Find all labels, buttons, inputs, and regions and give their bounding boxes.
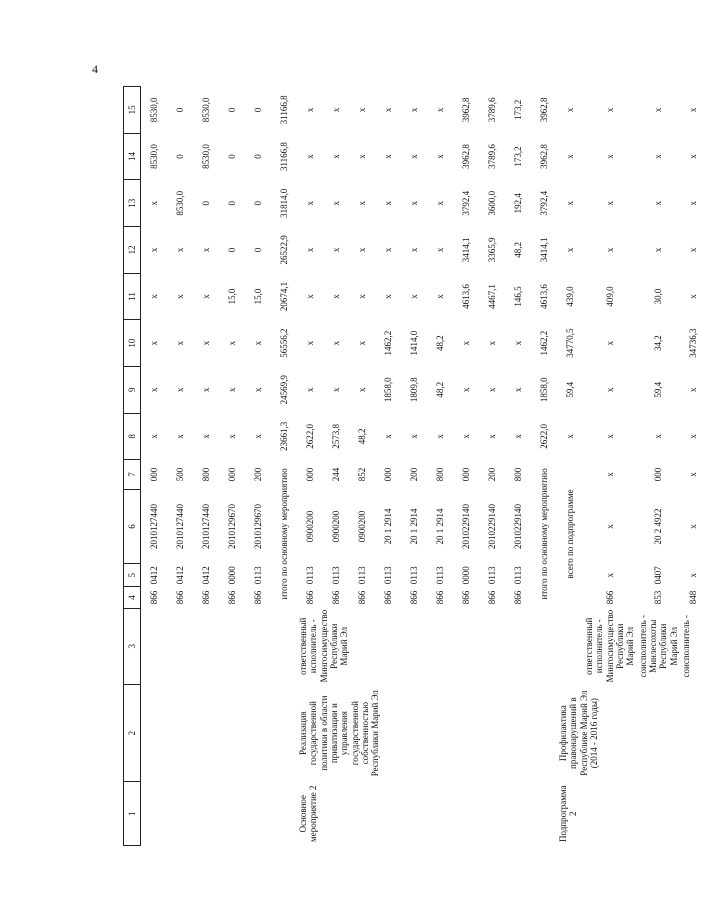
- amount-cell: 0: [252, 107, 263, 113]
- admin-code: 866: [382, 590, 393, 605]
- section-code: 0113: [252, 566, 263, 585]
- amount-cell: 15,0: [252, 288, 263, 305]
- admin-code: 866: [226, 590, 237, 605]
- amount-cell: 0: [174, 107, 185, 113]
- amount-cell: x: [174, 247, 185, 253]
- expense-type-code: 800: [512, 467, 523, 482]
- amount-cell: x: [304, 387, 315, 392]
- total-amount: 1858,0: [538, 377, 549, 403]
- amount-cell: x: [687, 200, 698, 206]
- empty-cell: [167, 684, 193, 782]
- amount-cell: x: [653, 434, 664, 439]
- total-amount: 3792,4: [538, 190, 549, 216]
- empty-cell: [141, 684, 168, 782]
- column-number: 12: [124, 227, 141, 274]
- total-label: всего по подпрограмме: [564, 489, 575, 579]
- amount-cell: x: [408, 434, 419, 439]
- admin-code: 848: [687, 590, 698, 605]
- amount-cell: x: [604, 387, 615, 392]
- amount-cell: x: [304, 154, 315, 159]
- target-code: 2010229140: [486, 503, 497, 549]
- amount-cell: x: [382, 154, 393, 159]
- amount-cell: 1809,8: [408, 377, 419, 403]
- empty-cell: [271, 608, 297, 684]
- empty-cell: [167, 608, 193, 684]
- target-code: 0900200: [330, 510, 341, 543]
- measure-title: Реализация государственной политики в области приватизации и управления государственной собственностью Республики Марий Эл: [298, 690, 381, 777]
- section-code: 0412: [148, 566, 159, 585]
- amount-cell: 8530,0: [148, 97, 159, 123]
- amount-cell: x: [604, 200, 615, 206]
- total-amount: 31166,8: [278, 95, 289, 125]
- amount-cell: x: [434, 247, 445, 253]
- admin-code: 853: [653, 590, 664, 605]
- subprogram-title: Профилактика правонарушений в Республике Марий Эл (2014 - 2016 годы): [558, 690, 600, 776]
- amount-cell: x: [330, 107, 341, 113]
- amount-cell: x: [200, 340, 211, 346]
- amount-cell: x: [512, 340, 523, 346]
- expense-type-code: 852: [356, 467, 367, 482]
- expense-type-code: 200: [486, 467, 497, 482]
- expense-type-code: 000: [304, 467, 315, 482]
- amount-cell: x: [408, 247, 419, 253]
- amount-cell: 173,2: [512, 146, 523, 167]
- amount-cell: 8530,0: [200, 144, 211, 169]
- column-number: 1: [124, 782, 141, 846]
- empty-cell: [141, 608, 168, 684]
- amount-cell: x: [434, 200, 445, 206]
- amount-cell: 3962,8: [460, 97, 471, 123]
- column-number: 3: [124, 608, 141, 684]
- amount-cell: 1462,2: [382, 330, 393, 356]
- target-code: x: [604, 524, 615, 529]
- amount-cell: x: [486, 387, 497, 392]
- expense-type-code: 800: [200, 467, 211, 482]
- amount-cell: x: [460, 340, 471, 346]
- amount-cell: 8530,0: [148, 144, 159, 169]
- empty-cell: [219, 782, 245, 846]
- empty-cell: [193, 608, 219, 684]
- total-amount: 4613,6: [538, 284, 549, 309]
- amount-cell: x: [148, 200, 159, 206]
- amount-cell: x: [330, 294, 341, 299]
- total-amount: 34770,5: [564, 328, 575, 358]
- amount-cell: x: [200, 387, 211, 392]
- amount-cell: 3600,0: [486, 190, 497, 216]
- amount-cell: x: [382, 200, 393, 206]
- empty-cell: [141, 782, 168, 846]
- total-amount: 3962,8: [538, 144, 549, 169]
- executor-role: соисполнитель - Минлесохоты Республики Марий Эл: [637, 615, 679, 678]
- amount-cell: x: [604, 154, 615, 159]
- amount-cell: x: [512, 434, 523, 439]
- admin-code: 866: [252, 590, 263, 605]
- admin-code: 866: [174, 590, 185, 605]
- amount-cell: x: [604, 340, 615, 346]
- target-code: 2010127440: [174, 503, 185, 549]
- amount-cell: x: [252, 434, 263, 439]
- amount-cell: x: [486, 434, 497, 439]
- empty-cell: [271, 684, 297, 782]
- table-row: [297, 87, 323, 846]
- amount-cell: 3414,1: [460, 237, 471, 263]
- expense-type-code: x: [687, 472, 698, 477]
- section-code: 0113: [434, 566, 445, 585]
- amount-cell: x: [148, 387, 159, 392]
- amount-cell: x: [174, 294, 185, 299]
- admin-code: 866: [512, 590, 523, 605]
- amount-cell: x: [148, 294, 159, 299]
- amount-cell: x: [687, 294, 698, 299]
- empty-cell: [557, 608, 583, 684]
- amount-cell: x: [226, 340, 237, 346]
- expense-type-code: 000: [382, 467, 393, 482]
- amount-cell: x: [252, 340, 263, 346]
- measure-label: Основное мероприятие 2: [298, 785, 319, 842]
- amount-cell: 15,0: [226, 288, 237, 305]
- amount-cell: x: [408, 200, 419, 206]
- total-amount: 59,4: [564, 381, 575, 398]
- column-number: 7: [124, 460, 141, 490]
- amount-cell: x: [356, 340, 367, 346]
- section-code: 0407: [653, 566, 664, 585]
- section-code: 0000: [460, 566, 471, 585]
- section-code: 0113: [356, 566, 367, 585]
- amount-cell: 59,4: [653, 381, 664, 398]
- total-amount: 439,0: [564, 286, 575, 307]
- amount-cell: x: [460, 387, 471, 392]
- column-number: 6: [124, 489, 141, 563]
- amount-cell: 34736,3: [687, 328, 698, 358]
- amount-cell: 146,5: [512, 286, 523, 307]
- amount-cell: x: [304, 247, 315, 253]
- page-number: 4: [92, 62, 98, 76]
- expense-type-code: 800: [434, 467, 445, 482]
- total-amount: 24569,9: [278, 375, 289, 405]
- total-amount: 2622,0: [538, 424, 549, 449]
- expense-type-code: 244: [330, 467, 341, 482]
- column-number: 14: [124, 133, 141, 180]
- amount-cell: x: [356, 387, 367, 392]
- amount-cell: x: [356, 154, 367, 159]
- amount-cell: x: [434, 294, 445, 299]
- target-code: x: [687, 524, 698, 529]
- amount-cell: x: [174, 434, 185, 439]
- amount-cell: 4467,1: [486, 284, 497, 309]
- table-row: [193, 87, 219, 846]
- admin-code: 866: [356, 590, 367, 605]
- total-amount: x: [564, 154, 575, 159]
- table-row: [219, 87, 245, 846]
- total-label: итого по основному мероприятию: [278, 468, 289, 600]
- amount-cell: 0: [200, 200, 211, 206]
- empty-cell: [245, 782, 271, 846]
- amount-cell: x: [330, 387, 341, 392]
- target-code: 2010129670: [226, 503, 237, 549]
- column-number: 15: [124, 87, 141, 134]
- section-code: x: [604, 572, 615, 578]
- total-amount: 23661,3: [278, 421, 289, 452]
- amount-cell: 0: [252, 154, 263, 159]
- section-code: 0412: [174, 566, 185, 585]
- amount-cell: x: [687, 387, 698, 392]
- column-number: 10: [124, 320, 141, 367]
- amount-cell: 48,2: [356, 428, 367, 445]
- budget-table: [123, 86, 706, 846]
- amount-cell: 3365,9: [486, 237, 497, 263]
- table-row: [167, 87, 193, 846]
- empty-cell: [271, 782, 297, 846]
- expense-type-code: 000: [226, 467, 237, 482]
- amount-cell: 3789,6: [486, 144, 497, 169]
- empty-cell: [167, 782, 193, 846]
- target-code: 2010129670: [252, 503, 263, 549]
- amount-cell: 192,4: [512, 193, 523, 214]
- amount-cell: x: [408, 154, 419, 159]
- amount-cell: x: [252, 387, 263, 392]
- subprogram-total-row: [557, 87, 583, 846]
- budget-table-sheet: [123, 86, 698, 846]
- total-amount: 31814,0: [278, 188, 289, 218]
- amount-cell: x: [330, 247, 341, 253]
- empty-cell: [245, 684, 271, 782]
- amount-cell: 0: [252, 247, 263, 253]
- column-number: 2: [124, 684, 141, 782]
- total-amount: x: [564, 434, 575, 439]
- amount-cell: 8530,0: [174, 190, 185, 216]
- section-code: 0113: [486, 566, 497, 585]
- admin-code: 866: [486, 590, 497, 605]
- column-number: 13: [124, 180, 141, 227]
- expense-type-code: 200: [252, 467, 263, 482]
- target-code: 2010229140: [460, 503, 471, 549]
- amount-cell: x: [330, 340, 341, 346]
- target-code: 20 1 2914: [408, 508, 419, 545]
- amount-cell: x: [356, 200, 367, 206]
- amount-cell: 2622,0: [304, 424, 315, 449]
- amount-cell: 4613,6: [460, 284, 471, 309]
- total-amount: 56556,2: [278, 328, 289, 358]
- amount-cell: 2573,8: [330, 424, 341, 449]
- admin-code: 866: [604, 590, 615, 605]
- table-row: [141, 87, 168, 846]
- amount-cell: x: [356, 247, 367, 253]
- empty-cell: [219, 608, 245, 684]
- amount-cell: x: [382, 107, 393, 113]
- amount-cell: 1858,0: [382, 377, 393, 403]
- target-code: 20 1 2914: [434, 508, 445, 545]
- table-body: [141, 87, 706, 846]
- amount-cell: x: [382, 294, 393, 299]
- amount-cell: 173,2: [512, 99, 523, 120]
- expense-type-code: 200: [408, 467, 419, 482]
- amount-cell: x: [653, 107, 664, 113]
- amount-cell: 48,2: [434, 381, 445, 398]
- expense-type-code: 000: [148, 467, 159, 482]
- expense-type-code: 000: [653, 467, 664, 482]
- amount-cell: x: [148, 247, 159, 253]
- table-row: [245, 87, 271, 846]
- target-code: 2010229140: [512, 503, 523, 549]
- empty-cell: [219, 684, 245, 782]
- amount-cell: x: [408, 107, 419, 113]
- target-code: 2010127440: [148, 503, 159, 549]
- section-code: 0113: [408, 566, 419, 585]
- total-row: [271, 87, 297, 846]
- amount-cell: x: [408, 294, 419, 299]
- amount-cell: 0: [226, 154, 237, 159]
- expense-type-code: 000: [460, 467, 471, 482]
- amount-cell: x: [226, 387, 237, 392]
- column-number: 8: [124, 413, 141, 460]
- amount-cell: 1414,0: [408, 330, 419, 356]
- amount-cell: x: [604, 107, 615, 113]
- amount-cell: 409,0: [604, 286, 615, 307]
- section-code: x: [687, 572, 698, 578]
- amount-cell: x: [356, 107, 367, 113]
- amount-cell: x: [687, 107, 698, 113]
- amount-cell: x: [382, 247, 393, 253]
- section-code: 0412: [200, 566, 211, 585]
- amount-cell: x: [687, 154, 698, 159]
- target-code: 0900200: [356, 510, 367, 543]
- amount-cell: x: [687, 247, 698, 253]
- amount-cell: x: [200, 294, 211, 299]
- total-amount: 20674,1: [278, 281, 289, 312]
- section-code: 0113: [382, 566, 393, 585]
- admin-code: 866: [148, 590, 159, 605]
- amount-cell: x: [434, 434, 445, 439]
- amount-cell: x: [200, 434, 211, 439]
- amount-cell: x: [486, 340, 497, 346]
- amount-cell: x: [148, 340, 159, 346]
- admin-code: 866: [200, 590, 211, 605]
- amount-cell: x: [460, 434, 471, 439]
- column-number: 5: [124, 564, 141, 587]
- total-label: итого по основному мероприятию: [538, 468, 549, 600]
- amount-cell: x: [356, 294, 367, 299]
- section-code: 0000: [226, 566, 237, 585]
- amount-cell: x: [604, 434, 615, 439]
- amount-cell: x: [304, 107, 315, 113]
- column-number: 4: [124, 587, 141, 608]
- amount-cell: 0: [226, 107, 237, 113]
- total-amount: 31166,8: [278, 142, 289, 171]
- amount-cell: x: [200, 247, 211, 253]
- amount-cell: 30,0: [653, 288, 664, 305]
- amount-cell: x: [434, 107, 445, 113]
- amount-cell: x: [174, 387, 185, 392]
- target-code: 0900200: [304, 510, 315, 543]
- section-code: 0113: [304, 566, 315, 585]
- total-amount: x: [564, 107, 575, 113]
- amount-cell: 0: [174, 154, 185, 159]
- total-amount: 3962,8: [538, 97, 549, 123]
- expense-type-code: x: [604, 472, 615, 477]
- amount-cell: x: [512, 387, 523, 392]
- total-amount: 3414,1: [538, 237, 549, 263]
- amount-cell: x: [148, 434, 159, 439]
- amount-cell: 8530,0: [200, 97, 211, 123]
- section-code: 0113: [330, 566, 341, 585]
- total-amount: x: [564, 200, 575, 206]
- total-amount: x: [564, 247, 575, 253]
- admin-code: 866: [460, 590, 471, 605]
- amount-cell: x: [687, 434, 698, 439]
- empty-cell: [245, 608, 271, 684]
- empty-cell: [193, 684, 219, 782]
- amount-cell: 48,2: [512, 241, 523, 258]
- admin-code: 866: [408, 590, 419, 605]
- amount-cell: x: [653, 154, 664, 159]
- section-code: 0113: [512, 566, 523, 585]
- column-number: 9: [124, 366, 141, 413]
- amount-cell: 3789,6: [486, 97, 497, 123]
- executor-role: ответственный исполнитель - Мингосимущество Республики Марий Эл: [298, 609, 350, 683]
- amount-cell: 0: [226, 200, 237, 206]
- admin-code: 866: [330, 590, 341, 605]
- amount-cell: x: [330, 154, 341, 159]
- amount-cell: x: [174, 340, 185, 346]
- expense-type-code: 500: [174, 467, 185, 482]
- amount-cell: x: [604, 247, 615, 253]
- amount-cell: x: [382, 434, 393, 439]
- admin-code: 866: [304, 590, 315, 605]
- amount-cell: x: [653, 247, 664, 253]
- column-number: 11: [124, 273, 141, 320]
- amount-cell: 48,2: [434, 335, 445, 351]
- amount-cell: 34,2: [653, 335, 664, 351]
- amount-cell: 0: [252, 200, 263, 206]
- amount-cell: 3962,8: [460, 144, 471, 169]
- target-code: 20 1 2914: [382, 508, 393, 545]
- amount-cell: x: [653, 200, 664, 206]
- amount-cell: 3792,4: [460, 190, 471, 216]
- amount-cell: 0: [226, 247, 237, 253]
- total-amount: 26522,9: [278, 235, 289, 265]
- executor-role: соисполнитель -: [681, 615, 692, 678]
- amount-cell: x: [304, 340, 315, 346]
- column-number-row: [124, 87, 141, 846]
- target-code: 20 2 4922: [653, 508, 664, 545]
- total-amount: 1462,2: [538, 330, 549, 356]
- amount-cell: x: [304, 294, 315, 299]
- amount-cell: x: [330, 200, 341, 206]
- target-code: 2010127440: [200, 503, 211, 549]
- subprogram-label: Подпрограмма 2: [558, 785, 579, 843]
- empty-cell: [193, 782, 219, 846]
- amount-cell: x: [434, 154, 445, 159]
- executor-role: ответственный исполнитель - Мингосимущество Республики Марий Эл: [584, 609, 636, 683]
- amount-cell: x: [226, 434, 237, 439]
- admin-code: 866: [434, 590, 445, 605]
- amount-cell: x: [304, 200, 315, 206]
